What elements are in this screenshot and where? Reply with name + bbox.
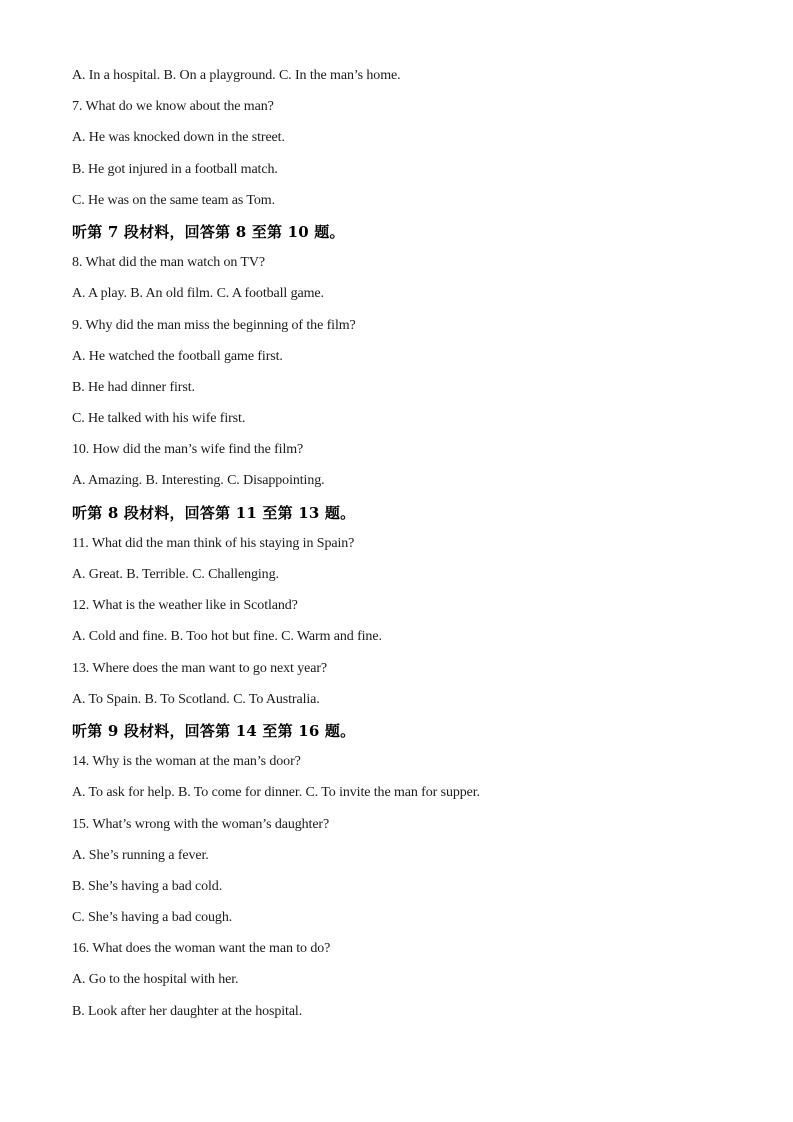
- answer-options: A. She’s running a fever.: [72, 847, 209, 863]
- question-text: 15. What’s wrong with the woman’s daughter?: [72, 816, 330, 832]
- question-text: 14. Why is the woman at the man’s door?: [72, 754, 301, 770]
- section-heading: 听第 8 段材料，回答第 11 至第 13 题。: [72, 503, 356, 522]
- answer-options: A. To ask for help. B. To come for dinner. C. To invite the man for supper.: [72, 785, 480, 801]
- answer-options: A. He watched the football game first.: [72, 348, 283, 364]
- question-text: 9. Why did the man miss the beginning of the film?: [72, 317, 356, 333]
- answer-options: B. He had dinner first.: [72, 379, 195, 395]
- question-text: 10. How did the man’s wife find the film?: [72, 442, 304, 458]
- answer-options: C. He was on the same team as Tom.: [72, 192, 275, 208]
- section-heading: 听第 9 段材料，回答第 14 至第 16 题。: [72, 721, 356, 740]
- question-text: 13. Where does the man want to go next year?: [72, 660, 328, 676]
- question-text: 11. What did the man think of his staying in Spain?: [72, 535, 355, 551]
- answer-options: B. He got injured in a football match.: [72, 161, 278, 177]
- answer-options: B. Look after her daughter at the hospital.: [72, 1003, 303, 1019]
- answer-options: A. Great. B. Terrible. C. Challenging.: [72, 567, 279, 582]
- answer-options: A. In a hospital. B. On a playground. C. In the man’s home.: [72, 68, 401, 83]
- answer-options: C. He talked with his wife first.: [72, 411, 246, 427]
- question-text: 16. What does the woman want the man to do?: [72, 941, 331, 957]
- question-text: 7. What do we know about the man?: [72, 99, 274, 115]
- answer-options: A. To Spain. B. To Scotland. C. To Australia.: [72, 691, 320, 707]
- section-heading: 听第 7 段材料，回答第 8 至第 10 题。: [72, 222, 345, 241]
- document-body: [72, 65, 752, 1032]
- question-text: 8. What did the man watch on TV?: [72, 255, 266, 271]
- answer-options: A. Cold and fine. B. Too hot but fine. C. Warm and fine.: [72, 629, 382, 645]
- answer-options: A. Go to the hospital with her.: [72, 972, 239, 988]
- answer-options: A. He was knocked down in the street.: [72, 130, 285, 146]
- answer-options: C. She’s having a bad cough.: [72, 910, 233, 926]
- answer-options: A. Amazing. B. Interesting. C. Disappointing.: [72, 473, 325, 489]
- answer-options: A. A play. B. An old film. C. A football game.: [72, 286, 324, 302]
- question-text: 12. What is the weather like in Scotland?: [72, 598, 298, 614]
- answer-options: B. She’s having a bad cold.: [72, 878, 223, 894]
